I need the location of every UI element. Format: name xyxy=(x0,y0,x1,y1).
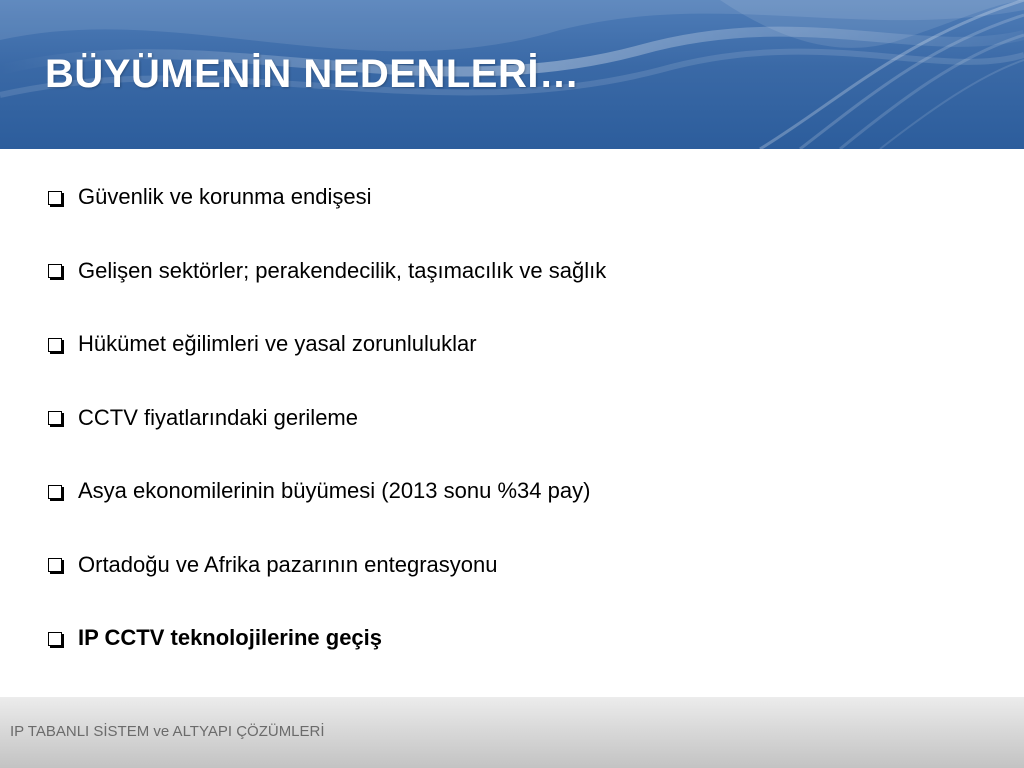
checkbox-square-icon xyxy=(48,485,62,499)
bullet-item xyxy=(48,180,606,214)
checkbox-square-icon xyxy=(48,558,62,572)
title-banner xyxy=(0,0,1024,149)
bullet-item xyxy=(48,401,606,435)
bullet-text: Asya ekonomilerinin büyümesi (2013 sonu %34 pay) xyxy=(78,478,591,503)
checkbox-square-icon xyxy=(48,264,62,278)
bullet-item xyxy=(48,474,606,508)
checkbox-square-icon xyxy=(48,632,62,646)
checkbox-square-icon xyxy=(48,338,62,352)
bullet-text: Gelişen sektörler; perakendecilik, taşımacılık ve sağlık xyxy=(78,257,607,283)
bullet-item xyxy=(48,548,606,582)
footer-bar xyxy=(0,697,1024,768)
bullet-item xyxy=(48,327,606,361)
bullet-text: Güvenlik ve korunma endişesi xyxy=(78,184,372,209)
checkbox-square-icon xyxy=(48,411,62,425)
checkbox-square-icon xyxy=(48,191,62,205)
slide-title: BÜYÜMENİN NEDENLERİ… xyxy=(45,52,580,96)
footer-text: IP TABANLI SİSTEM ve ALTYAPI ÇÖZÜMLERİ xyxy=(10,723,325,740)
bullet-text: Ortadoğu ve Afrika pazarının entegrasyonu xyxy=(78,551,498,577)
bullet-list xyxy=(48,180,606,695)
bullet-text: Hükümet eğilimleri ve yasal zorunluluklar xyxy=(78,331,477,356)
bullet-item-emphasized xyxy=(48,621,606,655)
bullet-text: IP CCTV teknolojilerine geçiş xyxy=(78,625,383,650)
bullet-text: CCTV fiyatlarındaki gerileme xyxy=(78,404,358,430)
bullet-item xyxy=(48,254,606,288)
